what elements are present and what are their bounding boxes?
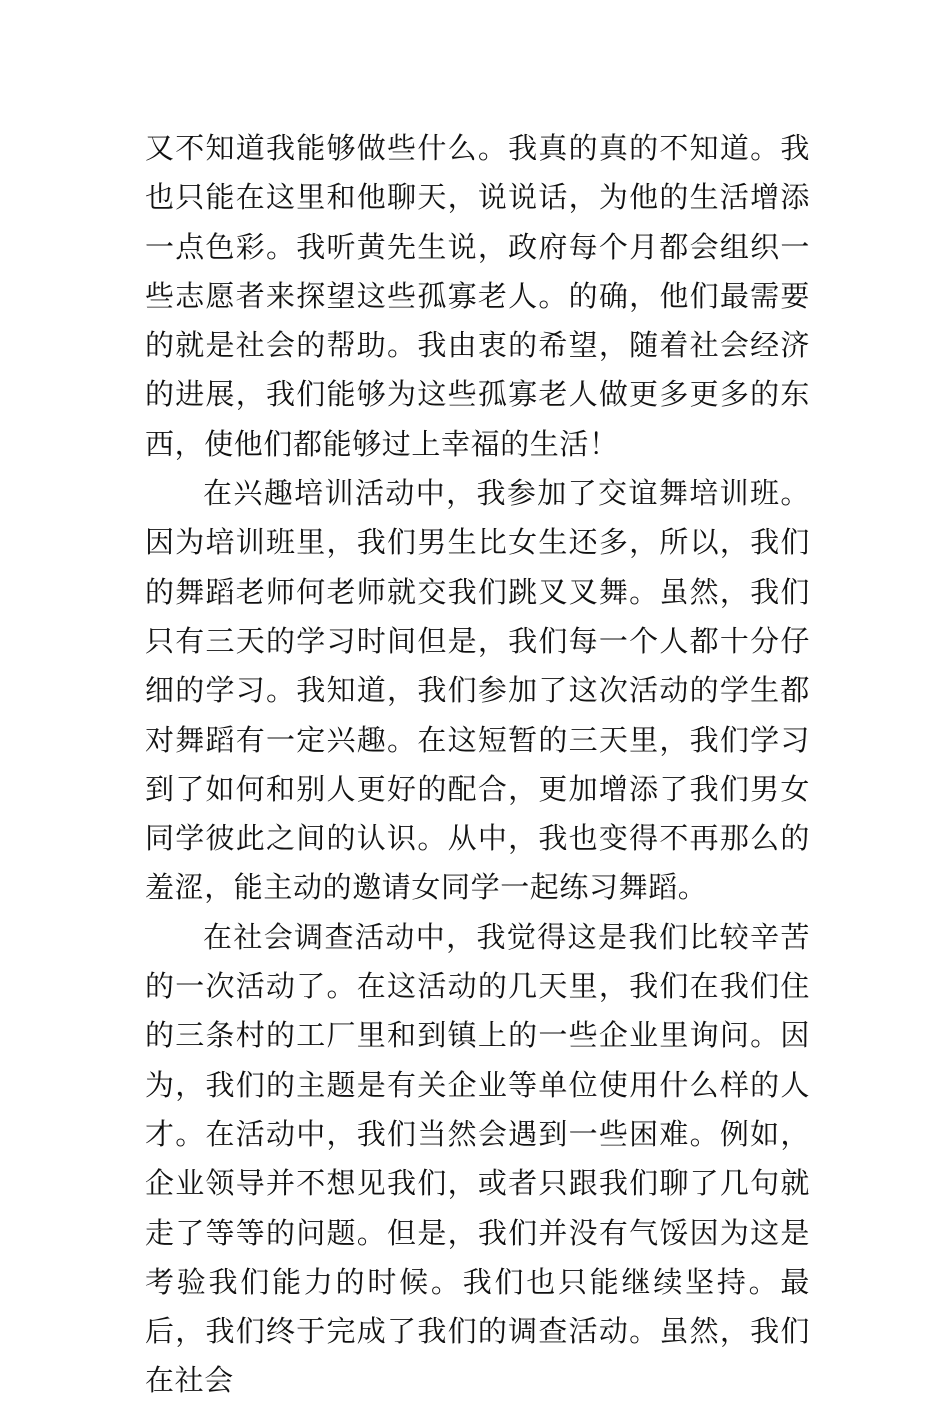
paragraph-3: 在社会调查活动中，我觉得这是我们比较辛苦的一次活动了。在这活动的几天里，我们在我们住的三条村的工厂里和到镇上的一些企业里询问。因为，我们的主题是有关企业等单位使用什么样的人才。在活动中，我们当然会遇到一些困难。例如，企业领导并不想见我们，或者只跟我们聊了几句就走了等等的问题。但是，我们并没有气馁因为这是考验我们能力的时候。我们也只能继续坚持。最后，我们终于完成了我们的调查活动。虽然，我们在社会 xyxy=(145,919,810,1398)
paragraph-1: 又不知道我能够做些什么。我真的真的不知道。我也只能在这里和他聊天，说说话，为他的生活增添一点色彩。我听黄先生说，政府每个月都会组织一些志愿者来探望这些孤寡老人。的确，他们最需要的就是社会的帮助。我由衷的希望，随着社会经济的进展，我们能够为这些孤寡老人做更多更多的东西，使他们都能够过上幸福的生活！ xyxy=(145,131,810,461)
body-text xyxy=(145,124,810,1406)
paragraph-2: 在兴趣培训活动中，我参加了交谊舞培训班。因为培训班里，我们男生比女生还多，所以，我们的舞蹈老师何老师就交我们跳叉叉舞。虽然，我们只有三天的学习时间但是，我们每一个人都十分仔细的学习。我知道，我们参加了这次活动的学生都对舞蹈有一定兴趣。在这短暂的三天里，我们学习到了如何和别人更好的配合，更加增添了我们男女同学彼此之间的认识。从中，我也变得不再那么的羞涩，能主动的邀请女同学一起练习舞蹈。 xyxy=(145,476,810,905)
